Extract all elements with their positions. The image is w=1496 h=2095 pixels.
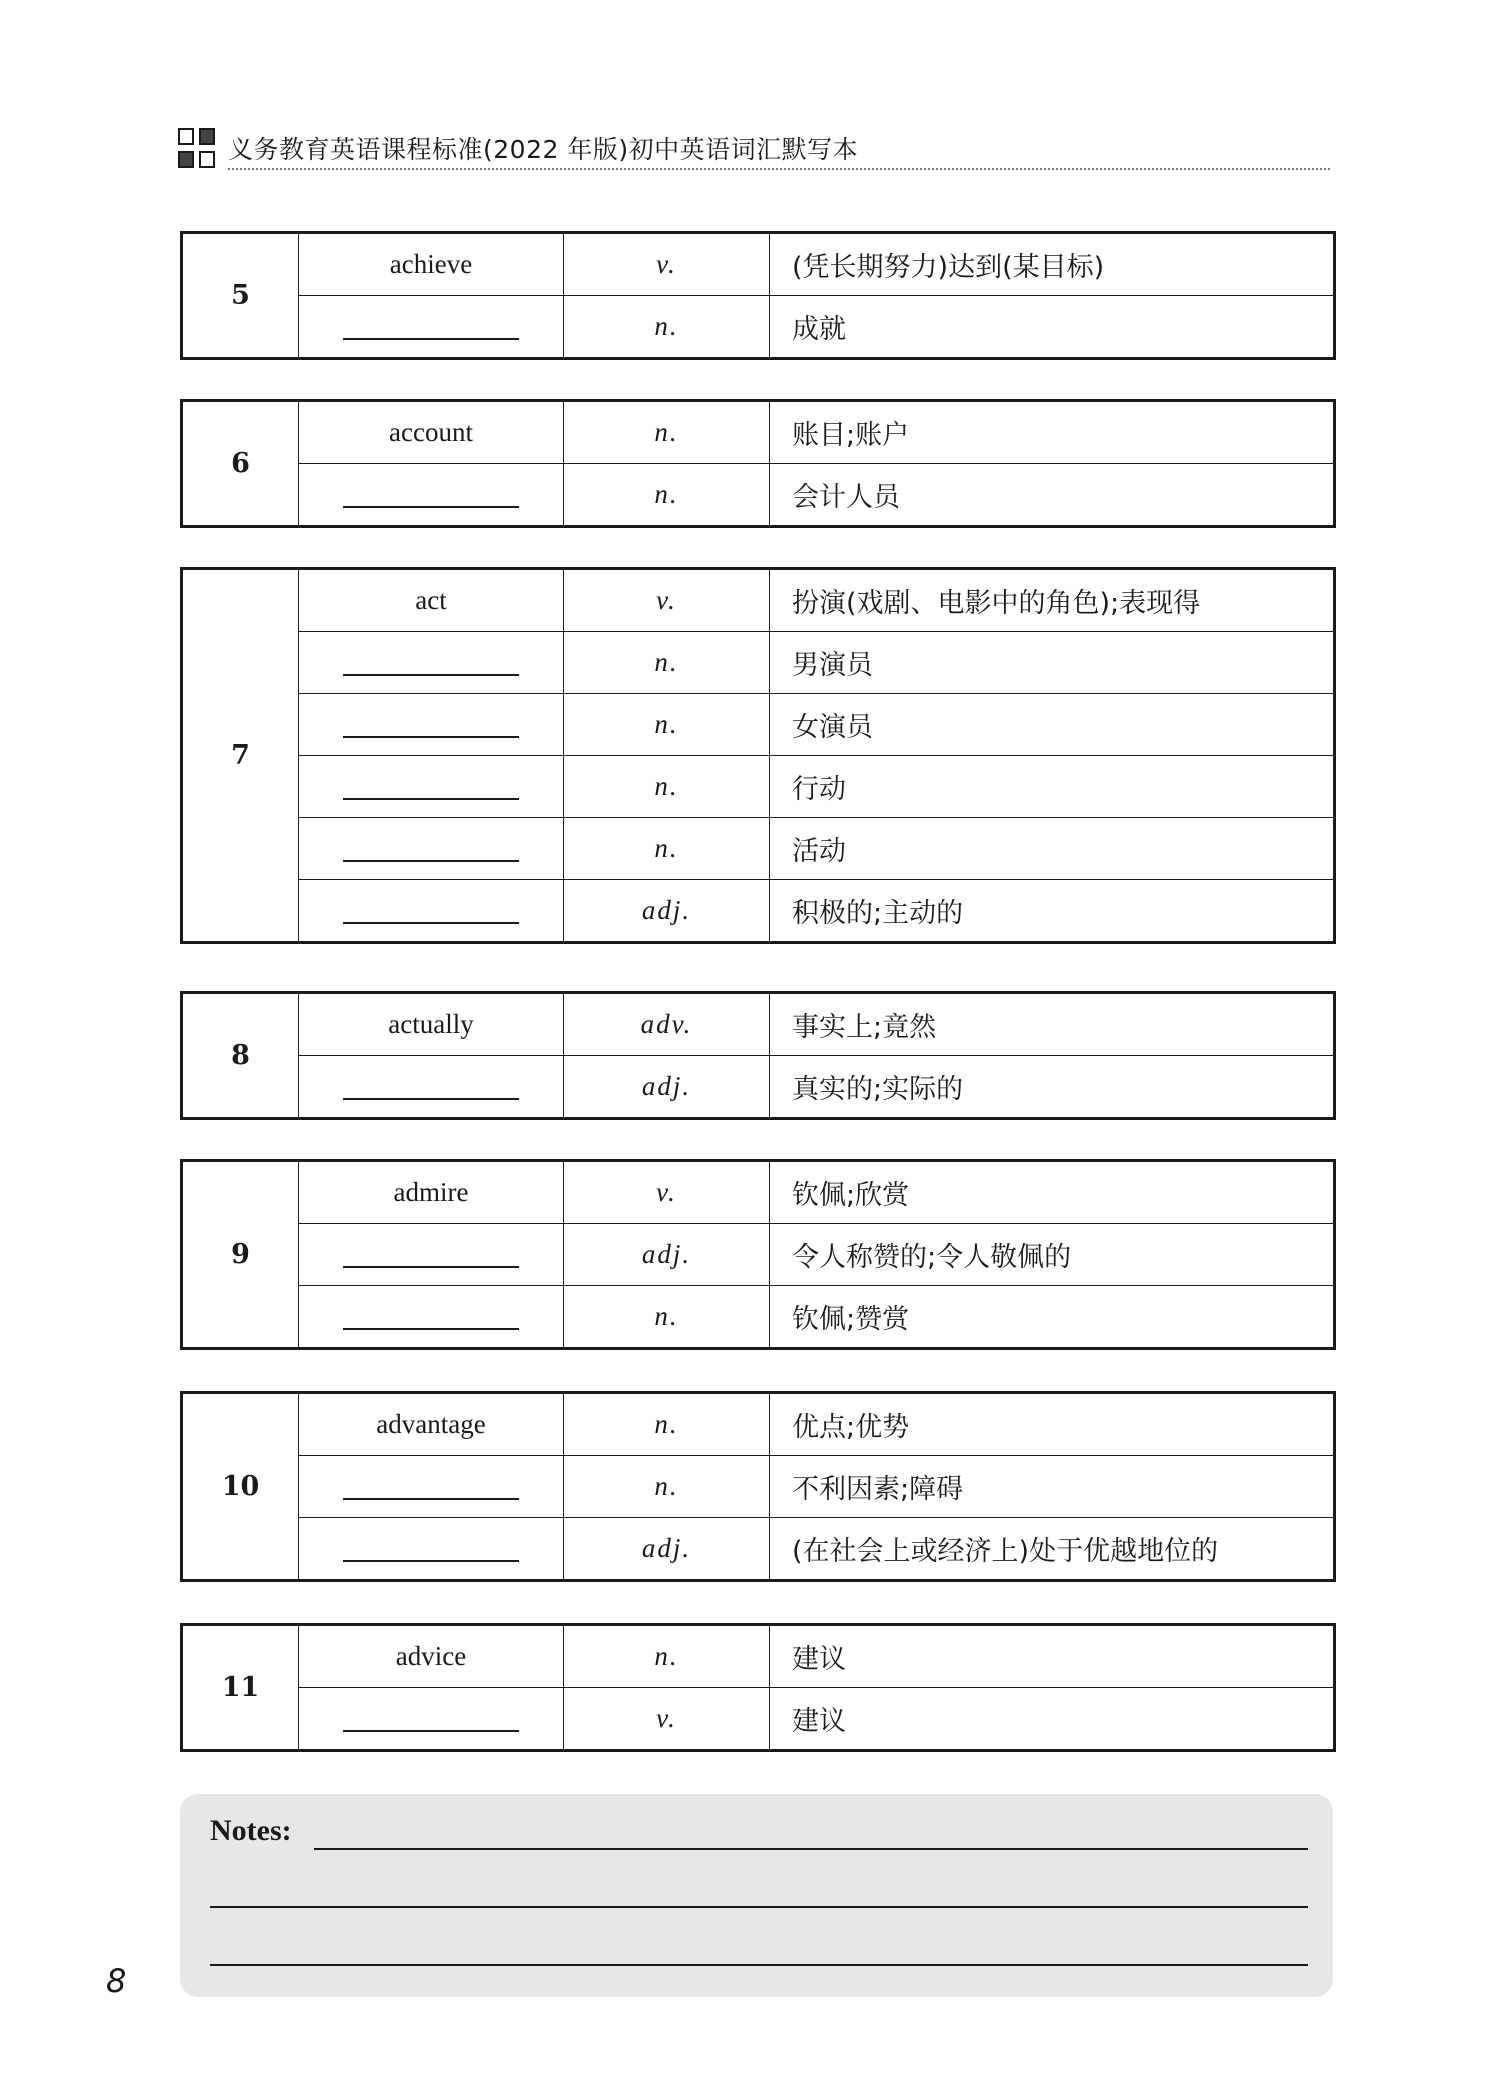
answer-blank[interactable] (299, 1224, 564, 1286)
page-header (178, 128, 1330, 170)
grid-icon (178, 128, 216, 170)
chinese-meaning: 不利因素;障碍 (770, 1456, 1335, 1518)
group-number: 8 (182, 993, 299, 1119)
table-row (182, 1286, 1335, 1349)
headword: achieve (299, 233, 564, 296)
part-of-speech: n. (564, 756, 770, 818)
chinese-meaning: 建议 (770, 1688, 1335, 1751)
blank-underline (343, 798, 519, 800)
blank-underline (343, 674, 519, 676)
part-of-speech: v. (564, 1688, 770, 1751)
table-row (182, 694, 1335, 756)
table-row (182, 1056, 1335, 1119)
table-row (182, 1518, 1335, 1581)
chinese-meaning: 扮演(戏剧、电影中的角色);表现得 (770, 569, 1335, 632)
word-group-table (180, 567, 1336, 944)
part-of-speech: adv. (564, 993, 770, 1056)
blank-underline (343, 506, 519, 508)
blank-underline (343, 1498, 519, 1500)
part-of-speech: n. (564, 296, 770, 359)
table-row (182, 818, 1335, 880)
answer-blank[interactable] (299, 880, 564, 943)
notes-line[interactable] (210, 1964, 1308, 1966)
notes-line[interactable] (210, 1906, 1308, 1908)
header-divider (228, 168, 1330, 170)
answer-blank[interactable] (299, 296, 564, 359)
chinese-meaning: 钦佩;欣赏 (770, 1161, 1335, 1224)
part-of-speech: adj. (564, 1518, 770, 1581)
headword: advantage (299, 1393, 564, 1456)
table-row (182, 993, 1335, 1056)
chinese-meaning: 令人称赞的;令人敬佩的 (770, 1224, 1335, 1286)
group-number: 5 (182, 233, 299, 359)
group-number: 11 (182, 1625, 299, 1751)
word-group-table (180, 399, 1336, 528)
word-group-table (180, 991, 1336, 1120)
chinese-meaning: (在社会上或经济上)处于优越地位的 (770, 1518, 1335, 1581)
answer-blank[interactable] (299, 756, 564, 818)
group-number: 6 (182, 401, 299, 527)
chinese-meaning: 钦佩;赞赏 (770, 1286, 1335, 1349)
notes-label: Notes: (210, 1814, 292, 1847)
blank-underline (343, 1730, 519, 1732)
part-of-speech: n. (564, 632, 770, 694)
chinese-meaning: 行动 (770, 756, 1335, 818)
blank-underline (343, 338, 519, 340)
chinese-meaning: 账目;账户 (770, 401, 1335, 464)
chinese-meaning: 男演员 (770, 632, 1335, 694)
part-of-speech: v. (564, 569, 770, 632)
answer-blank[interactable] (299, 694, 564, 756)
table-row (182, 233, 1335, 296)
word-group-table (180, 1623, 1336, 1752)
table-row (182, 1456, 1335, 1518)
table-row (182, 1625, 1335, 1688)
part-of-speech: v. (564, 233, 770, 296)
part-of-speech: v. (564, 1161, 770, 1224)
page-number: 8 (106, 1962, 127, 2000)
chinese-meaning: 建议 (770, 1625, 1335, 1688)
answer-blank[interactable] (299, 1688, 564, 1751)
headword: act (299, 569, 564, 632)
table-row (182, 1161, 1335, 1224)
headword: account (299, 401, 564, 464)
chinese-meaning: 女演员 (770, 694, 1335, 756)
table-row (182, 880, 1335, 943)
answer-blank[interactable] (299, 818, 564, 880)
answer-blank[interactable] (299, 1518, 564, 1581)
answer-blank[interactable] (299, 464, 564, 527)
answer-blank[interactable] (299, 1286, 564, 1349)
table-row (182, 1688, 1335, 1751)
part-of-speech: n. (564, 694, 770, 756)
part-of-speech: n. (564, 401, 770, 464)
group-number: 7 (182, 569, 299, 943)
notes-box (180, 1794, 1333, 1997)
blank-underline (343, 1560, 519, 1562)
table-row (182, 756, 1335, 818)
table-row (182, 1393, 1335, 1456)
notes-line[interactable] (314, 1848, 1308, 1850)
table-row (182, 401, 1335, 464)
answer-blank[interactable] (299, 632, 564, 694)
table-row (182, 464, 1335, 527)
blank-underline (343, 860, 519, 862)
answer-blank[interactable] (299, 1056, 564, 1119)
blank-underline (343, 922, 519, 924)
chinese-meaning: 真实的;实际的 (770, 1056, 1335, 1119)
part-of-speech: n. (564, 464, 770, 527)
blank-underline (343, 1266, 519, 1268)
book-title: 义务教育英语课程标准(2022 年版)初中英语词汇默写本 (228, 135, 859, 164)
part-of-speech: adj. (564, 1056, 770, 1119)
table-row (182, 1224, 1335, 1286)
chinese-meaning: 事实上;竟然 (770, 993, 1335, 1056)
headword: advice (299, 1625, 564, 1688)
part-of-speech: n. (564, 1286, 770, 1349)
word-group-table (180, 231, 1336, 360)
word-group-table (180, 1159, 1336, 1350)
chinese-meaning: (凭长期努力)达到(某目标) (770, 233, 1335, 296)
headword: admire (299, 1161, 564, 1224)
blank-underline (343, 1328, 519, 1330)
chinese-meaning: 活动 (770, 818, 1335, 880)
blank-underline (343, 736, 519, 738)
group-number: 9 (182, 1161, 299, 1349)
chinese-meaning: 会计人员 (770, 464, 1335, 527)
table-row (182, 569, 1335, 632)
part-of-speech: adj. (564, 1224, 770, 1286)
chinese-meaning: 成就 (770, 296, 1335, 359)
headword: actually (299, 993, 564, 1056)
table-row (182, 296, 1335, 359)
answer-blank[interactable] (299, 1456, 564, 1518)
chinese-meaning: 优点;优势 (770, 1393, 1335, 1456)
chinese-meaning: 积极的;主动的 (770, 880, 1335, 943)
part-of-speech: n. (564, 1625, 770, 1688)
word-group-table (180, 1391, 1336, 1582)
part-of-speech: n. (564, 1456, 770, 1518)
table-row (182, 632, 1335, 694)
part-of-speech: adj. (564, 880, 770, 943)
part-of-speech: n. (564, 818, 770, 880)
part-of-speech: n. (564, 1393, 770, 1456)
group-number: 10 (182, 1393, 299, 1581)
blank-underline (343, 1098, 519, 1100)
